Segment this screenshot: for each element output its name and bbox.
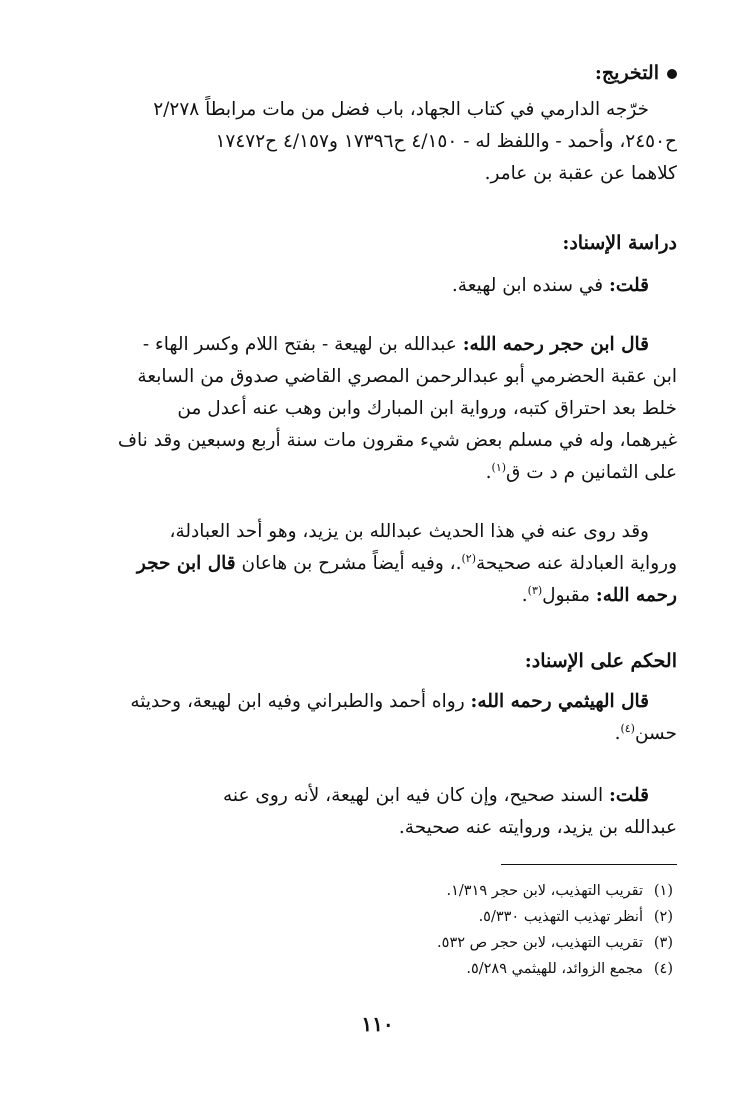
hukm-line-2: حسن$^{(٤)}$.	[614, 721, 677, 744]
isnad-study-heading: دراسة الإسناد:	[562, 232, 677, 254]
hukm-heading: الحكم على الإسناد:	[524, 650, 677, 672]
riwaya-line-2: ورواية العبادلة عنه صحيحة$^{(٢)}$.، وفيه أيضاً مشرح بن هاعان قال ابن حجر	[136, 551, 677, 574]
conclusion-line-2: عبدالله بن يزيد، وروايته عنه صحيحة.	[398, 817, 677, 838]
bullet-icon	[667, 69, 677, 79]
hukm-line-1: قال الهيثمي رحمه الله: رواه أحمد والطبراني وفيه ابن لهيعة، وحديثه	[130, 691, 649, 712]
qultu-text: في سنده ابن لهيعة.	[451, 275, 604, 296]
isnad-qultu-paragraph	[77, 270, 677, 302]
footnote-ref-3: (٣)	[527, 583, 543, 597]
takhrij-heading: التخريج:	[595, 62, 677, 84]
ibn-hajar-line-2: ابن عقبة الحضرمي أبو عبدالرحمن المصري القاضي صدوق من السابعة	[137, 366, 677, 387]
page-number: ١١٠	[361, 1012, 394, 1036]
ibn-hajar-first-line: قال ابن حجر رحمه الله: عبدالله بن لهيعة - بفتح اللام وكسر الهاء -	[142, 334, 649, 355]
riwaya-line-1: وقد روى عنه في هذا الحديث عبدالله بن يزيد، وهو أحد العبادلة،	[169, 521, 649, 542]
conclusion-label: قلت:	[609, 785, 649, 806]
riwaya-line-3: رحمه الله: مقبول$^{(٣)}$.	[521, 583, 677, 606]
conclusion-paragraph	[77, 780, 677, 844]
haythami-label: قال الهيثمي رحمه الله:	[470, 691, 649, 712]
footnote-ref-4: (٤)	[620, 721, 635, 735]
conclusion-line-1: قلت: السند صحيح، وإن كان فيه ابن لهيعة، لأنه روى عنه	[223, 785, 649, 806]
footnote-divider	[501, 864, 677, 865]
takhrij-line-1: خرّجه الدارمي في كتاب الجهاد، باب فضل من مات مرابطاً ٢/٢٧٨	[153, 99, 649, 120]
hukm-paragraph	[77, 686, 677, 750]
qultu-label: قلت:	[609, 275, 649, 296]
ibn-hajar-paragraph	[77, 329, 677, 489]
footnote-4: (٤)مجمع الزوائد، للهيثمي ٥/٢٨٩.	[466, 961, 673, 977]
ibn-hajar-label: قال ابن حجر رحمه الله:	[462, 334, 649, 355]
takhrij-paragraph	[77, 94, 677, 190]
takhrij-line-3: كلاهما عن عقبة بن عامر.	[484, 163, 677, 184]
footnote-3: (٣)تقريب التهذيب، لابن حجر ص ٥٣٢.	[437, 935, 673, 951]
footnotes	[173, 878, 673, 982]
takhrij-line-2: ح٢٤٥٠، وأحمد - واللفظ له - ٤/١٥٠ ح١٧٣٩٦ و٤/١٥٧ ح١٧٤٧٢	[215, 131, 677, 152]
footnote-ref-1: (١)	[491, 460, 507, 474]
footnote-2: (٢)أنظر تهذيب التهذيب ٥/٣٣٠.	[478, 909, 673, 925]
footnote-1: (١)تقريب التهذيب، لابن حجر ١/٣١٩.	[446, 883, 673, 899]
ibn-hajar-line-3: خلط بعد احتراق كتبه، ورواية ابن المبارك وابن وهب عنه أعدل من	[177, 398, 677, 419]
ibn-hajar-line-4: غيرهما، وله في مسلم بعض شيء مقرون مات سنة أربع وسبعين وقد ناف	[117, 430, 677, 451]
riwaya-paragraph	[77, 516, 677, 612]
footnote-ref-2: (٢)	[461, 551, 476, 565]
ibn-hajar-last-line: على الثمانين م د ت ق$^{(١)}$.	[485, 460, 677, 483]
